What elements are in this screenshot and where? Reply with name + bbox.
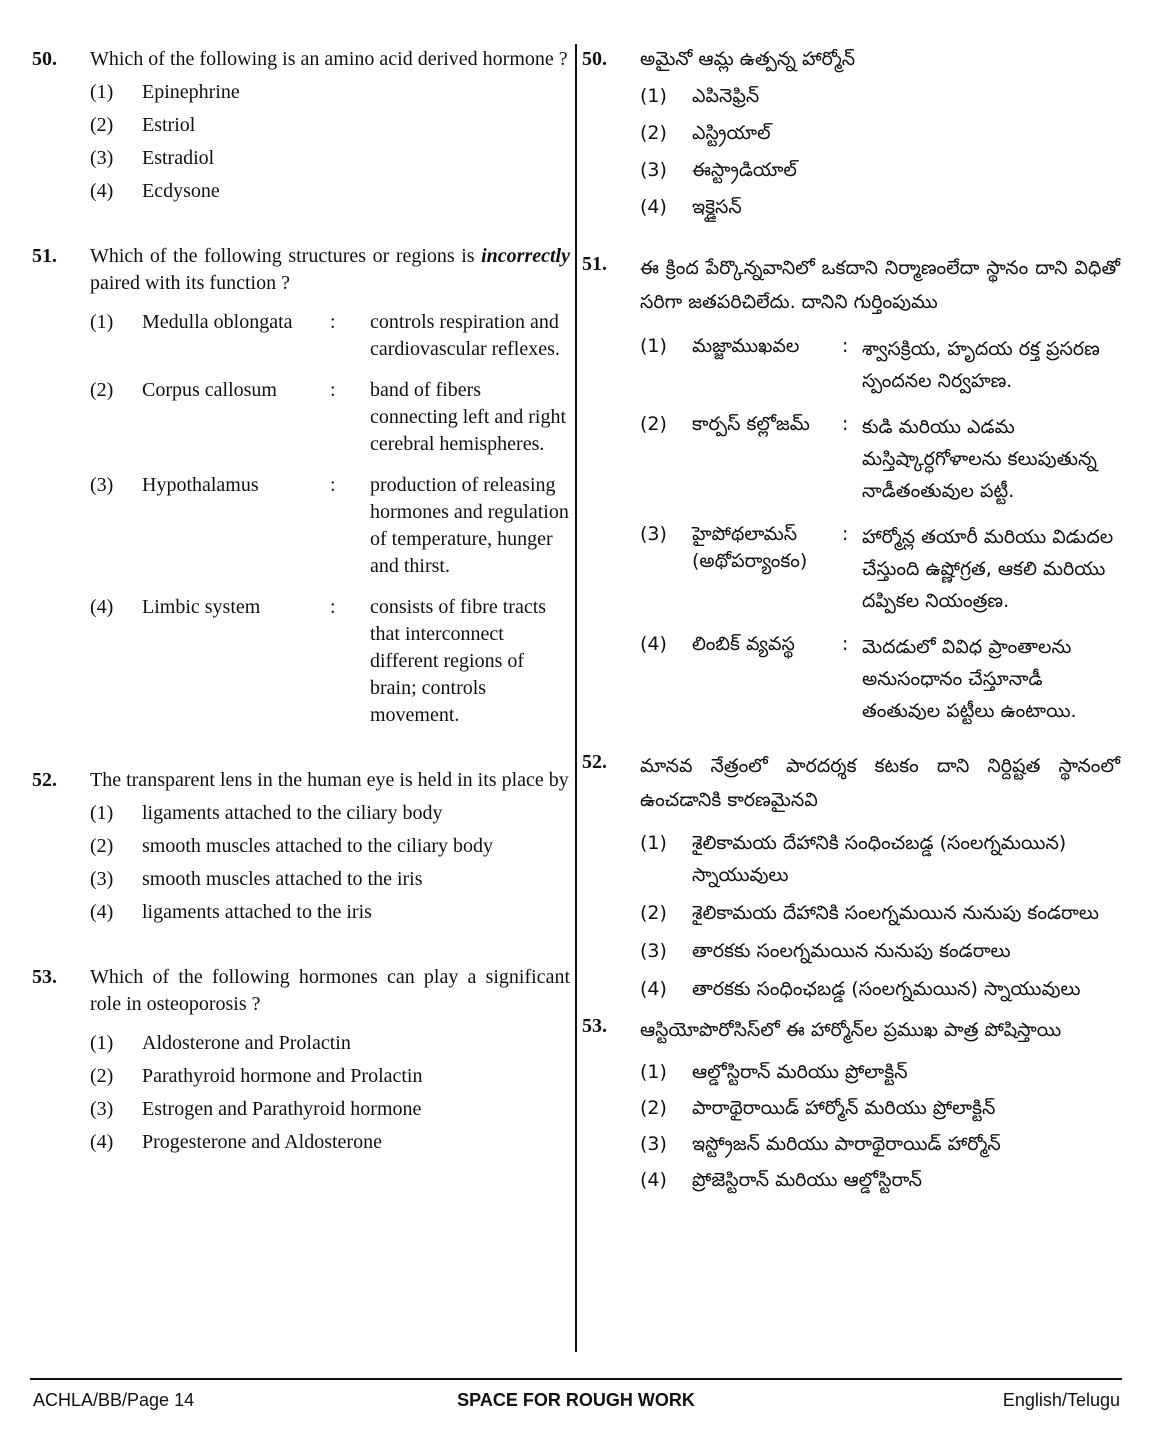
question-number: 52. (582, 751, 607, 773)
question-text: Which of the following is an amino acid derived hormone ? (90, 48, 568, 70)
match-option: (4) Limbic system : consists of fibre tracts that interconnect different regions of brain; controls movement. (90, 596, 547, 726)
english-column (32, 40, 570, 1156)
column-divider (575, 44, 577, 1352)
option: (2) Parathyroid hormone and Prolactin (90, 1065, 423, 1087)
option: (3) తారకకు సంలగ్నమయిన నునుపు కండరాలు (640, 940, 1011, 962)
language-label: English/Telugu (1002, 1390, 1120, 1410)
option: (3) Estradiol (90, 147, 215, 169)
rough-work-label: SPACE FOR ROUGH WORK (457, 1390, 695, 1410)
option: (3) smooth muscles attached to the iris (90, 868, 423, 890)
question-53-te (582, 1013, 1120, 1195)
option: (4) ప్రోజెస్టిరాన్ మరియు ఆల్డోస్టిరాన్ (640, 1169, 922, 1191)
option: (3) ఈస్ట్రాడియాల్ (640, 159, 797, 181)
question-50-en (32, 46, 570, 205)
question-51-te (582, 251, 1120, 727)
question-text: అమైనో ఆమ్ల ఉత్పన్న హార్మోన్ (640, 48, 856, 70)
question-number: 52. (32, 769, 57, 791)
question-number: 50. (32, 48, 57, 70)
match-option: (4) లింబిక్ వ్యవస్థ : మెదడులో వివిధ ప్రాంతాలను అనుసంధానం చేస్తూనాడీ తంతువుల పట్టీలు ఉంటాయి. (640, 633, 1077, 722)
question-text: మానవ నేత్రంలో పారదర్శక కటకం దాని నిర్దిష్టత స్థానంలో ఉంచడానికి కారణమైనవి (640, 755, 1120, 811)
option: (3) Estrogen and Parathyroid hormone (90, 1098, 422, 1120)
option: (1) Aldosterone and Prolactin (90, 1032, 351, 1054)
question-52-te (582, 749, 1120, 1005)
question-number: 51. (32, 245, 57, 267)
question-text: ఆస్టియోపొరోసిస్‌లో ఈ హార్మోన్‌ల ప్రముఖ పాత్ర పోషిస్తాయి (640, 1019, 1062, 1041)
question-number: 50. (582, 48, 607, 70)
option: (4) ఇక్డైసన్ (640, 196, 742, 218)
option: (4) తారకకు సంధింఛబడ్డ (సంలగ్నమయిన) స్నాయువులు (640, 978, 1081, 1000)
match-option: (3) హైపోథలామస్ (అథోపర్యాంకం) : హార్మోన్ల తయారీ మరియు విడుదల చేస్తుంది ఉష్ణోగ్రత, ఆకలి మరియు దప్పికల నియంత్రణ. (640, 523, 1114, 612)
option: (2) Estriol (90, 114, 196, 136)
question-51-en (32, 243, 570, 729)
match-option: (3) Hypothalamus : production of releasing hormones and regulation of temperature, hunger and thirst. (90, 474, 569, 577)
question-number: 53. (582, 1015, 607, 1037)
question-text: Which of the following hormones can play a significant role in osteoporosis ? (90, 966, 570, 1015)
option: (1) ligaments attached to the ciliary body (90, 802, 443, 824)
option: (4) Ecdysone (90, 180, 220, 202)
option: (1) ఆల్డోస్టిరాన్ మరియు ప్రోలాక్టిన్ (640, 1061, 908, 1083)
option: (1) Epinephrine (90, 81, 240, 103)
question-52-en (32, 767, 570, 926)
question-text: ఈ క్రింద పేర్కొన్నవానిలో ఒకదాని నిర్మాణంలేదా స్థానం దాని విధితో సరిగా జతపరిచిలేదు. దానిని గుర్తింపుము (640, 257, 1120, 313)
match-option: (2) Corpus callosum : band of fibers connecting left and right cerebral hemispheres. (90, 379, 567, 455)
question-text: Which of the following structures or regions is incorrectly paired with its function ? (90, 245, 570, 294)
match-option: (1) మజ్జాముఖవల : శ్వాసక్రియ, హృదయ రక్త ప్రసరణ స్పందనల నిర్వహణ. (640, 335, 1100, 392)
option: (4) Progesterone and Aldosterone (90, 1131, 382, 1153)
question-50-te (582, 46, 1120, 221)
page-code: ACHLA/BB/Page 14 (33, 1390, 195, 1410)
option: (4) ligaments attached to the iris (90, 901, 372, 923)
option: (2) శైలికామయ దేహానికి సంలగ్నమయిన నునుపు కండరాలు (640, 902, 1099, 924)
option: (2) పారాథైరాయిడ్ హార్మోన్ మరియు ప్రోలాక్టిన్ (640, 1097, 996, 1119)
telugu-column (582, 40, 1120, 1195)
footer-rule (30, 1378, 1122, 1380)
match-option: (2) కార్పస్ కల్లోజమ్ : కుడి మరియు ఎడమ మస్తిష్కార్ధగోళాలను కలుపుతున్న నాడీతంతువుల పట్టీ. (640, 413, 1097, 502)
option: (1) శైలికామయ దేహానికి సంధించబడ్డ (సంలగ్నమయిన) స్నాయువులు (640, 832, 1067, 886)
question-number: 51. (582, 253, 607, 275)
option: (2) smooth muscles attached to the ciliary body (90, 835, 494, 857)
option: (2) ఎస్ట్రియాల్ (640, 122, 771, 144)
option: (3) ఇస్ట్రోజన్ మరియు పారాథైరాయిడ్ హార్మోన్ (640, 1133, 1001, 1155)
match-option: (1) Medulla oblongata : controls respiration and cardiovascular reflexes. (90, 311, 560, 360)
option: (1) ఎపినెఫ్రిన్ (640, 85, 760, 107)
question-53-en (32, 964, 570, 1156)
question-text: The transparent lens in the human eye is held in its place by (90, 769, 569, 791)
question-number: 53. (32, 966, 57, 988)
